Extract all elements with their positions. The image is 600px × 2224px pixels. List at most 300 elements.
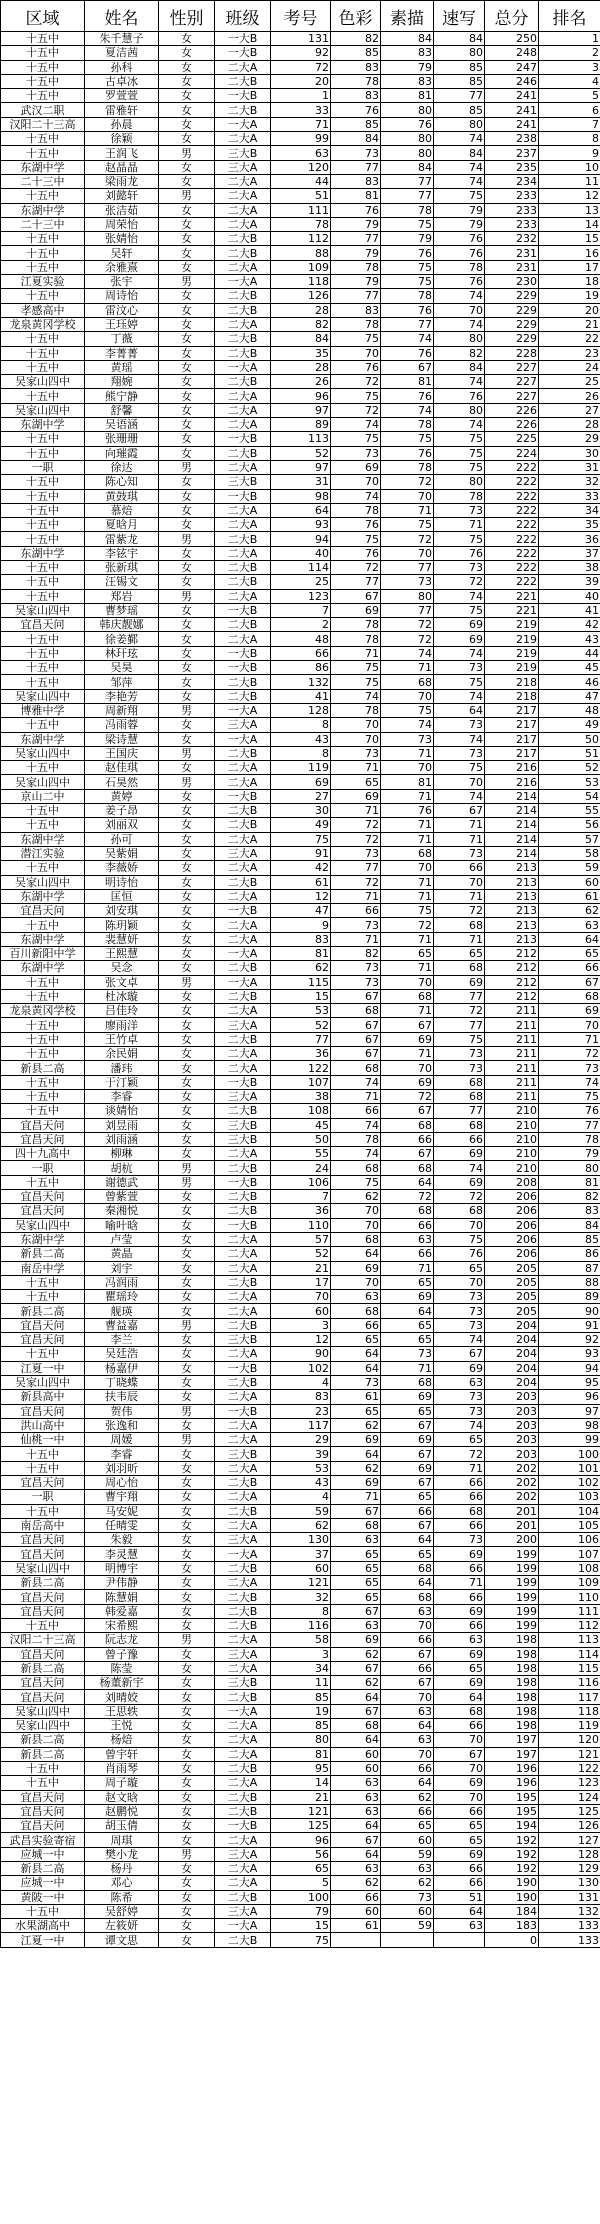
gender-cell: 女 <box>159 1547 215 1561</box>
total-score-cell: 226 <box>485 418 539 432</box>
rank-cell: 29 <box>539 432 600 446</box>
name-cell: 曾宇轩 <box>85 1747 159 1761</box>
rank-cell: 28 <box>539 418 600 432</box>
color-score-cell: 69 <box>331 460 381 474</box>
sketch-score-cell: 76 <box>381 804 434 818</box>
class-cell: 二大B <box>215 689 271 703</box>
quick-sketch-score-cell: 74 <box>434 160 485 174</box>
quick-sketch-score-cell: 73 <box>434 746 485 760</box>
name-cell: 杜冰璇 <box>85 989 159 1003</box>
sketch-score-cell: 66 <box>381 1804 434 1818</box>
rank-cell: 16 <box>539 246 600 260</box>
rank-cell: 47 <box>539 689 600 703</box>
table-row <box>1 1089 600 1103</box>
class-cell: 二大B <box>215 1761 271 1775</box>
name-cell: 赵鹏悦 <box>85 1804 159 1818</box>
gender-cell: 男 <box>159 1175 215 1189</box>
rank-cell: 78 <box>539 1132 600 1146</box>
quick-sketch-score-cell: 71 <box>434 932 485 946</box>
color-score-cell: 71 <box>331 804 381 818</box>
gender-cell: 男 <box>159 703 215 717</box>
sketch-score-cell: 77 <box>381 317 434 331</box>
color-score-cell: 76 <box>331 203 381 217</box>
class-cell: 二大A <box>215 1418 271 1432</box>
exam-id-cell: 60 <box>271 1561 331 1575</box>
name-cell: 徐姜鄞 <box>85 632 159 646</box>
class-cell: 一大A <box>215 732 271 746</box>
class-cell: 二大A <box>215 918 271 932</box>
rank-cell: 101 <box>539 1461 600 1475</box>
class-cell: 二大B <box>215 1790 271 1804</box>
region-cell: 新县二高 <box>1 1061 85 1075</box>
table-row <box>1 1561 600 1575</box>
class-cell: 二大B <box>215 332 271 346</box>
gender-cell: 女 <box>159 46 215 60</box>
class-cell: 二大B <box>215 375 271 389</box>
rank-cell: 4 <box>539 74 600 88</box>
rank-cell: 74 <box>539 1075 600 1089</box>
exam-id-cell: 60 <box>271 1304 331 1318</box>
rank-cell: 41 <box>539 603 600 617</box>
region-cell: 百川新阳中学 <box>1 947 85 961</box>
table-row <box>1 1819 600 1833</box>
color-score-cell: 60 <box>331 1761 381 1775</box>
class-cell: 一大A <box>215 703 271 717</box>
class-cell: 二大B <box>215 1933 271 1947</box>
sketch-score-cell: 69 <box>381 1461 434 1475</box>
exam-id-cell: 28 <box>271 360 331 374</box>
quick-sketch-score-cell: 74 <box>434 289 485 303</box>
table-row <box>1 1518 600 1532</box>
exam-id-cell: 64 <box>271 503 331 517</box>
sketch-score-cell <box>381 1933 434 1947</box>
region-cell: 宜昌天问 <box>1 1590 85 1604</box>
table-row <box>1 418 600 432</box>
table-row <box>1 618 600 632</box>
name-cell: 赵晶晶 <box>85 160 159 174</box>
name-cell: 古卓冰 <box>85 74 159 88</box>
color-score-cell: 76 <box>331 360 381 374</box>
total-score-cell: 211 <box>485 1061 539 1075</box>
exam-id-cell: 31 <box>271 475 331 489</box>
table-row <box>1 60 600 74</box>
region-cell: 十五中 <box>1 1075 85 1089</box>
quick-sketch-score-cell: 78 <box>434 489 485 503</box>
color-score-cell: 64 <box>331 1690 381 1704</box>
quick-sketch-score-cell: 75 <box>434 1032 485 1046</box>
gender-cell: 女 <box>159 475 215 489</box>
sketch-score-cell: 74 <box>381 718 434 732</box>
class-cell: 二大A <box>215 503 271 517</box>
color-score-cell: 78 <box>331 703 381 717</box>
region-cell: 十五中 <box>1 804 85 818</box>
rank-cell: 36 <box>539 532 600 546</box>
exam-id-cell: 130 <box>271 1533 331 1547</box>
total-score-cell: 231 <box>485 246 539 260</box>
total-score-cell: 211 <box>485 1018 539 1032</box>
exam-id-cell: 4 <box>271 1375 331 1389</box>
table-row <box>1 703 600 717</box>
rank-cell: 96 <box>539 1390 600 1404</box>
region-cell: 十五中 <box>1 1904 85 1918</box>
sketch-score-cell: 63 <box>381 1704 434 1718</box>
total-score-cell: 214 <box>485 832 539 846</box>
rank-cell: 132 <box>539 1904 600 1918</box>
sketch-score-cell: 66 <box>381 1218 434 1232</box>
exam-id-cell: 88 <box>271 246 331 260</box>
region-cell: 十五中 <box>1 432 85 446</box>
table-row <box>1 160 600 174</box>
quick-sketch-score-cell: 74 <box>434 732 485 746</box>
gender-cell: 男 <box>159 146 215 160</box>
exam-id-cell: 77 <box>271 1032 331 1046</box>
total-score-cell: 198 <box>485 1661 539 1675</box>
exam-id-cell: 15 <box>271 989 331 1003</box>
region-cell: 一职 <box>1 460 85 474</box>
rank-cell: 35 <box>539 518 600 532</box>
name-cell: 周媛 <box>85 1433 159 1447</box>
color-score-cell: 74 <box>331 689 381 703</box>
color-score-cell: 64 <box>331 1447 381 1461</box>
class-cell: 一大A <box>215 1547 271 1561</box>
color-score-cell: 72 <box>331 875 381 889</box>
class-cell: 二大A <box>215 260 271 274</box>
total-score-cell: 219 <box>485 661 539 675</box>
region-cell: 吴家山四中 <box>1 875 85 889</box>
gender-cell: 女 <box>159 675 215 689</box>
class-cell: 二大A <box>215 1876 271 1890</box>
sketch-score-cell: 70 <box>381 861 434 875</box>
class-cell: 二大A <box>215 1461 271 1475</box>
sketch-score-cell: 63 <box>381 1604 434 1618</box>
sketch-score-cell: 64 <box>381 1776 434 1790</box>
color-score-cell: 78 <box>331 632 381 646</box>
quick-sketch-score-cell: 66 <box>434 1876 485 1890</box>
table-row <box>1 632 600 646</box>
name-cell: 雷紫龙 <box>85 532 159 546</box>
total-score-cell: 213 <box>485 904 539 918</box>
name-cell: 马安妮 <box>85 1504 159 1518</box>
exam-id-cell: 30 <box>271 804 331 818</box>
table-row <box>1 346 600 360</box>
name-cell: 姜子昂 <box>85 804 159 818</box>
table-row <box>1 1475 600 1489</box>
name-cell: 陈玥颖 <box>85 918 159 932</box>
gender-cell: 女 <box>159 1275 215 1289</box>
table-row <box>1 117 600 131</box>
class-cell: 三大A <box>215 160 271 174</box>
quick-sketch-score-cell: 69 <box>434 1547 485 1561</box>
table-row <box>1 446 600 460</box>
rank-cell: 116 <box>539 1676 600 1690</box>
region-cell: 吴家山四中 <box>1 403 85 417</box>
exam-id-cell: 20 <box>271 74 331 88</box>
color-score-cell: 65 <box>331 1576 381 1590</box>
class-cell: 一大B <box>215 1819 271 1833</box>
region-cell: 武昌实验寄宿 <box>1 1833 85 1847</box>
total-score-cell: 203 <box>485 1447 539 1461</box>
name-cell: 夏晗月 <box>85 518 159 532</box>
exam-id-cell: 5 <box>271 1876 331 1890</box>
exam-id-cell: 99 <box>271 132 331 146</box>
class-cell: 二大A <box>215 589 271 603</box>
region-cell: 东湖中学 <box>1 889 85 903</box>
total-score-cell: 229 <box>485 332 539 346</box>
sketch-score-cell: 68 <box>381 1161 434 1175</box>
rank-cell: 17 <box>539 260 600 274</box>
header-gender: 性别 <box>159 1 215 32</box>
name-cell: 任晴雯 <box>85 1518 159 1532</box>
total-score-cell: 233 <box>485 189 539 203</box>
color-score-cell: 71 <box>331 761 381 775</box>
sketch-score-cell: 75 <box>381 275 434 289</box>
name-cell: 谭文思 <box>85 1933 159 1947</box>
total-score-cell: 214 <box>485 846 539 860</box>
region-cell: 宜昌天问 <box>1 904 85 918</box>
gender-cell: 男 <box>159 460 215 474</box>
color-score-cell: 67 <box>331 1047 381 1061</box>
table-row <box>1 174 600 188</box>
total-score-cell: 238 <box>485 132 539 146</box>
table-row <box>1 1204 600 1218</box>
sketch-score-cell: 70 <box>381 975 434 989</box>
quick-sketch-score-cell: 73 <box>434 1390 485 1404</box>
exam-id-cell: 83 <box>271 1390 331 1404</box>
sketch-score-cell: 83 <box>381 46 434 60</box>
sketch-score-cell: 80 <box>381 589 434 603</box>
quick-sketch-score-cell: 77 <box>434 1104 485 1118</box>
color-score-cell: 68 <box>331 1004 381 1018</box>
name-cell: 瞿瑶玲 <box>85 1290 159 1304</box>
region-cell: 宜昌天问 <box>1 1190 85 1204</box>
name-cell: 刘丽双 <box>85 818 159 832</box>
class-cell: 二大A <box>215 174 271 188</box>
table-row <box>1 761 600 775</box>
region-cell: 十五中 <box>1 232 85 246</box>
class-cell: 二大B <box>215 246 271 260</box>
sketch-score-cell: 76 <box>381 246 434 260</box>
total-score-cell: 198 <box>485 1633 539 1647</box>
color-score-cell: 81 <box>331 189 381 203</box>
exam-id-cell: 62 <box>271 1518 331 1532</box>
quick-sketch-score-cell: 84 <box>434 146 485 160</box>
exam-id-cell: 8 <box>271 746 331 760</box>
exam-id-cell: 79 <box>271 1904 331 1918</box>
region-cell: 新县二高 <box>1 1304 85 1318</box>
sketch-score-cell: 69 <box>381 1075 434 1089</box>
exam-id-cell: 71 <box>271 117 331 131</box>
sketch-score-cell: 70 <box>381 1061 434 1075</box>
class-cell: 一大B <box>215 1404 271 1418</box>
gender-cell: 女 <box>159 632 215 646</box>
total-score-cell: 217 <box>485 703 539 717</box>
quick-sketch-score-cell: 74 <box>434 589 485 603</box>
total-score-cell: 241 <box>485 89 539 103</box>
class-cell: 二大B <box>215 675 271 689</box>
total-score-cell: 211 <box>485 1047 539 1061</box>
total-score-cell: 229 <box>485 303 539 317</box>
gender-cell: 男 <box>159 1161 215 1175</box>
quick-sketch-score-cell: 74 <box>434 1161 485 1175</box>
color-score-cell: 67 <box>331 1661 381 1675</box>
table-row <box>1 360 600 374</box>
total-score-cell: 195 <box>485 1790 539 1804</box>
sketch-score-cell: 63 <box>381 1232 434 1246</box>
quick-sketch-score-cell: 76 <box>434 546 485 560</box>
gender-cell: 女 <box>159 718 215 732</box>
rank-cell: 63 <box>539 918 600 932</box>
gender-cell: 女 <box>159 403 215 417</box>
gender-cell: 女 <box>159 1261 215 1275</box>
color-score-cell: 75 <box>331 1175 381 1189</box>
region-cell: 新县二高 <box>1 1247 85 1261</box>
color-score-cell: 64 <box>331 1733 381 1747</box>
exam-id-cell: 26 <box>271 375 331 389</box>
rank-cell: 3 <box>539 60 600 74</box>
rank-cell: 105 <box>539 1518 600 1532</box>
rank-cell: 2 <box>539 46 600 60</box>
quick-sketch-score-cell: 69 <box>434 1776 485 1790</box>
class-cell: 二大B <box>215 1804 271 1818</box>
region-cell: 十五中 <box>1 818 85 832</box>
table-row <box>1 1933 600 1947</box>
gender-cell: 女 <box>159 1375 215 1389</box>
rank-cell: 114 <box>539 1647 600 1661</box>
region-cell: 宜昌天问 <box>1 1318 85 1332</box>
table-row <box>1 389 600 403</box>
class-cell: 一大B <box>215 1361 271 1375</box>
class-cell: 三大B <box>215 1447 271 1461</box>
quick-sketch-score-cell: 70 <box>434 1733 485 1747</box>
quick-sketch-score-cell: 71 <box>434 1461 485 1475</box>
color-score-cell: 77 <box>331 575 381 589</box>
sketch-score-cell: 71 <box>381 661 434 675</box>
name-cell: 于汀颖 <box>85 1075 159 1089</box>
table-row <box>1 460 600 474</box>
rank-cell: 102 <box>539 1475 600 1489</box>
exam-id-cell: 53 <box>271 1004 331 1018</box>
total-score-cell: 206 <box>485 1247 539 1261</box>
class-cell: 一大B <box>215 46 271 60</box>
quick-sketch-score-cell: 80 <box>434 332 485 346</box>
sketch-score-cell: 70 <box>381 546 434 560</box>
region-cell: 宜昌天问 <box>1 1604 85 1618</box>
color-score-cell: 77 <box>331 289 381 303</box>
class-cell: 二大A <box>215 1247 271 1261</box>
rank-cell: 53 <box>539 775 600 789</box>
region-cell: 宜昌天问 <box>1 1647 85 1661</box>
region-cell: 十五中 <box>1 146 85 160</box>
quick-sketch-score-cell: 67 <box>434 1347 485 1361</box>
total-score-cell: 199 <box>485 1590 539 1604</box>
region-cell: 十五中 <box>1 289 85 303</box>
name-cell: 柳琳 <box>85 1147 159 1161</box>
exam-id-cell: 81 <box>271 947 331 961</box>
gender-cell: 女 <box>159 1919 215 1933</box>
name-cell: 韩庆靓娜 <box>85 618 159 632</box>
total-score-cell: 246 <box>485 74 539 88</box>
gender-cell: 女 <box>159 32 215 46</box>
gender-cell: 女 <box>159 846 215 860</box>
region-cell: 十五中 <box>1 1347 85 1361</box>
class-cell: 二大A <box>215 203 271 217</box>
quick-sketch-score-cell: 73 <box>434 1318 485 1332</box>
exam-id-cell: 112 <box>271 232 331 246</box>
name-cell: 梁雨龙 <box>85 174 159 188</box>
sketch-score-cell: 71 <box>381 832 434 846</box>
name-cell: 舒馨 <box>85 403 159 417</box>
quick-sketch-score-cell: 80 <box>434 46 485 60</box>
table-row <box>1 718 600 732</box>
gender-cell: 女 <box>159 1390 215 1404</box>
region-cell: 新县二高 <box>1 1747 85 1761</box>
sketch-score-cell: 72 <box>381 532 434 546</box>
sketch-score-cell: 72 <box>381 618 434 632</box>
rank-cell: 127 <box>539 1833 600 1847</box>
exam-id-cell: 7 <box>271 1190 331 1204</box>
total-score-cell: 192 <box>485 1847 539 1861</box>
total-score-cell: 199 <box>485 1547 539 1561</box>
gender-cell: 男 <box>159 189 215 203</box>
sketch-score-cell: 83 <box>381 74 434 88</box>
color-score-cell: 65 <box>331 1333 381 1347</box>
class-cell: 二大B <box>215 1161 271 1175</box>
color-score-cell: 68 <box>331 1719 381 1733</box>
name-cell: 张宇 <box>85 275 159 289</box>
table-row <box>1 403 600 417</box>
sketch-score-cell: 80 <box>381 103 434 117</box>
name-cell: 丁晓蝶 <box>85 1375 159 1389</box>
quick-sketch-score-cell: 65 <box>434 1433 485 1447</box>
color-score-cell: 73 <box>331 961 381 975</box>
gender-cell: 女 <box>159 1933 215 1947</box>
region-cell: 吴家山四中 <box>1 1218 85 1232</box>
gender-cell: 女 <box>159 546 215 560</box>
quick-sketch-score-cell: 69 <box>434 618 485 632</box>
total-score-cell: 205 <box>485 1304 539 1318</box>
color-score-cell: 74 <box>331 1118 381 1132</box>
sketch-score-cell: 77 <box>381 603 434 617</box>
rank-cell: 103 <box>539 1490 600 1504</box>
total-score-cell: 217 <box>485 718 539 732</box>
sketch-score-cell: 76 <box>381 303 434 317</box>
name-cell: 卢莹 <box>85 1232 159 1246</box>
gender-cell: 女 <box>159 1576 215 1590</box>
sketch-score-cell: 64 <box>381 1576 434 1590</box>
region-cell: 宜昌天问 <box>1 1690 85 1704</box>
rank-cell: 120 <box>539 1733 600 1747</box>
rank-cell: 90 <box>539 1304 600 1318</box>
class-cell: 三大B <box>215 1132 271 1146</box>
gender-cell: 女 <box>159 1333 215 1347</box>
exam-id-cell: 12 <box>271 889 331 903</box>
quick-sketch-score-cell: 75 <box>434 603 485 617</box>
gender-cell: 女 <box>159 618 215 632</box>
exam-id-cell: 109 <box>271 260 331 274</box>
total-score-cell: 213 <box>485 918 539 932</box>
name-cell: 王国庆 <box>85 746 159 760</box>
class-cell: 三大A <box>215 1904 271 1918</box>
quick-sketch-score-cell: 72 <box>434 1190 485 1204</box>
total-score-cell: 222 <box>485 560 539 574</box>
exam-id-cell: 63 <box>271 146 331 160</box>
region-cell: 吴家山四中 <box>1 1704 85 1718</box>
class-cell: 二大A <box>215 632 271 646</box>
gender-cell: 女 <box>159 503 215 517</box>
region-cell: 宜昌天问 <box>1 1132 85 1146</box>
table-row <box>1 1833 600 1847</box>
name-cell: 冯雨蓉 <box>85 718 159 732</box>
